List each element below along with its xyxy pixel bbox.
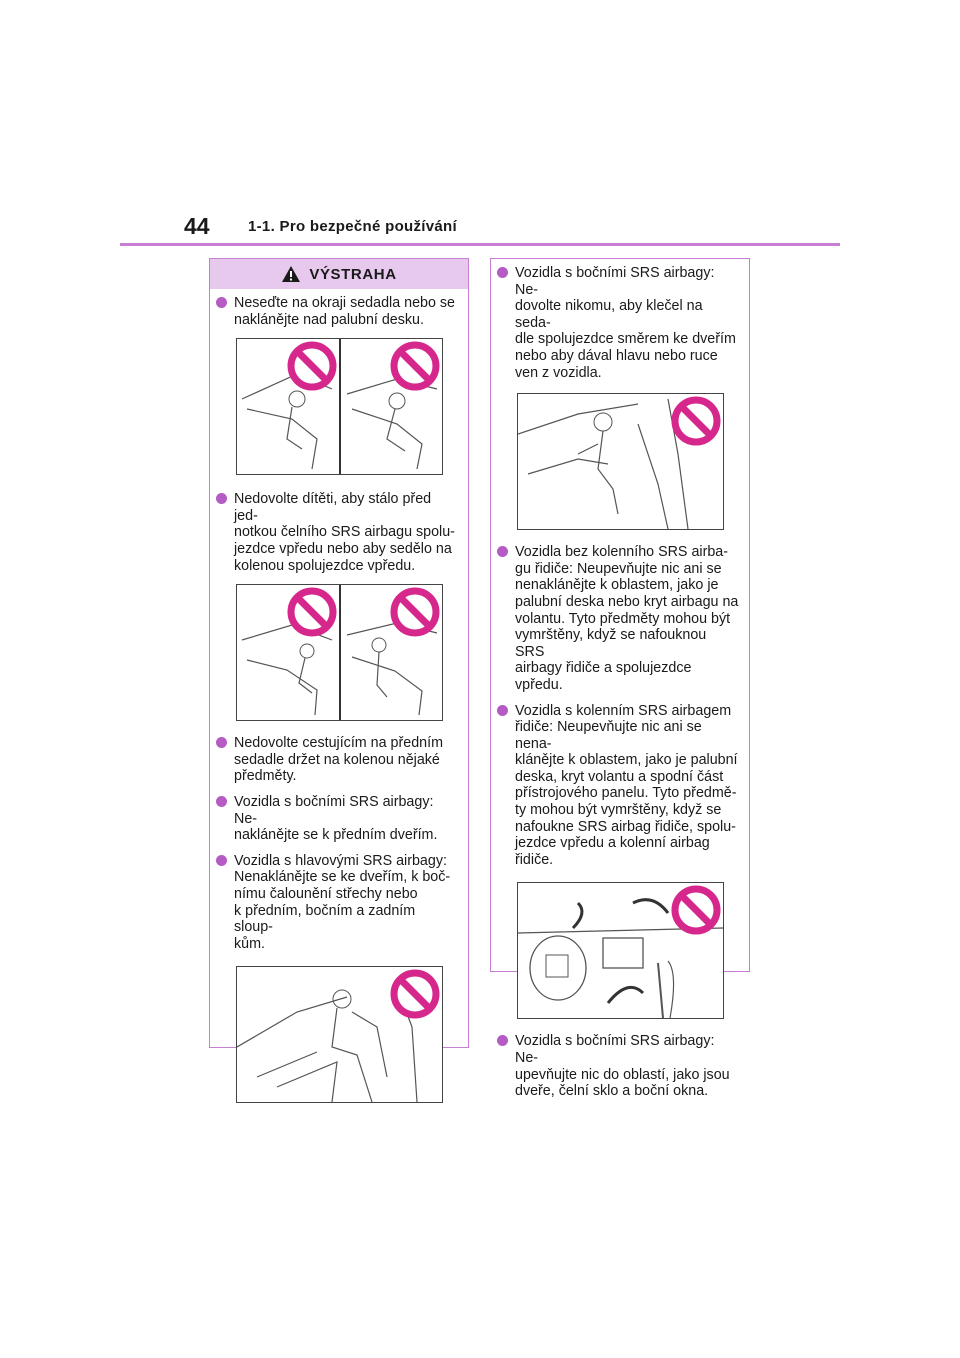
bullet-icon [497, 705, 508, 716]
header-rule [120, 243, 840, 246]
prohibition-icon [675, 889, 717, 931]
warning-box-right [490, 258, 750, 1100]
warning-item-text: Nedovolte cestujícím na předním sedadle držet na kolenou nějaké předměty. [234, 735, 443, 785]
prohibition-icon [394, 973, 436, 1015]
bullet-icon [497, 546, 508, 557]
warning-item [495, 1033, 739, 1099]
illustration-lean-dashboard [236, 338, 443, 475]
bullet-icon [216, 796, 227, 807]
bullet-icon [216, 737, 227, 748]
warning-item-text: Vozidla bez kolenního SRS airba- gu řidiče: Neupevňujte nic ani se nenaklánějte k oblastem, jako je palubní deska nebo kryt airbagu na volantu. Tyto předměty mohou být vymrštěny, když se nafouknou SRS airbagy řidiče a spolujezdce vpředu. [515, 544, 739, 693]
prohibition-icon [394, 591, 436, 633]
warning-item [214, 853, 458, 953]
warning-item-text: Neseďte na okraji sedadla nebo se naklánějte nad palubní desku. [234, 295, 456, 328]
warning-item-text: Vozidla s bočními SRS airbagy: Ne- upevňujte nic do oblastí, jako jsou dveře, čelní sklo a boční okna. [515, 1033, 730, 1100]
illustration-kneeling-passenger [517, 393, 724, 530]
warning-item-text: Nedovolte dítěti, aby stálo před jed- notkou čelního SRS airbagu spolu- jezdce vpředu nebo aby sedělo na kolenou spolujezdce vpředu. [234, 491, 455, 574]
bullet-icon [497, 1035, 508, 1046]
warning-item [495, 265, 739, 381]
warning-box-left [209, 258, 469, 1048]
bullet-icon [216, 855, 227, 866]
prohibition-icon [394, 345, 436, 387]
warning-item [495, 703, 739, 869]
bullet-icon [216, 493, 227, 504]
warning-item [495, 544, 739, 693]
warning-item [214, 794, 458, 844]
warning-item-text: Vozidla s bočními SRS airbagy: Ne- naklánějte se k předním dveřím. [234, 793, 438, 844]
warning-header [210, 259, 468, 289]
warning-item [214, 735, 458, 785]
warning-item-text: Vozidla s kolenním SRS airbagem řidiče: Neupevňujte nic ani se nena- klánějte k oblastem, jako je palubní deska, kryt volantu a spodní část přístrojového panelu. Tyto předmě- ty mohou být vymrštěny, když se nafoukne SRS airbag řidiče, spolu- jezdce vpředu a kolenní airbag řidiče. [515, 702, 738, 868]
warning-item-text: Vozidla s hlavovými SRS airbagy: Nenaklánějte se ke dveřím, k boč- nímu čalounění střechy nebo k předním, bočním a zadním sloup- kům. [234, 852, 451, 952]
prohibition-icon [291, 591, 333, 633]
prohibition-icon [291, 345, 333, 387]
warning-item [214, 295, 458, 328]
warning-item-text: Vozidla s bočními SRS airbagy: Ne- dovolte nikomu, aby klečel na seda- dle spolujezdce směrem ke dveřím nebo aby dával hlavu nebo ruce ven z vozidla. [515, 265, 736, 381]
warning-label: VÝSTRAHA [309, 265, 397, 283]
illustration-child-front-seat [236, 584, 443, 721]
bullet-icon [497, 267, 508, 278]
prohibition-icon [675, 400, 717, 442]
warning-item [214, 491, 458, 574]
bullet-icon [216, 297, 227, 308]
illustration-lean-door [236, 966, 443, 1103]
illustration-dashboard-objects [517, 882, 724, 1019]
warning-triangle-icon [281, 265, 301, 283]
section-title: 1-1. Pro bezpečné používání [248, 218, 457, 235]
page-number: 44 [184, 213, 210, 239]
